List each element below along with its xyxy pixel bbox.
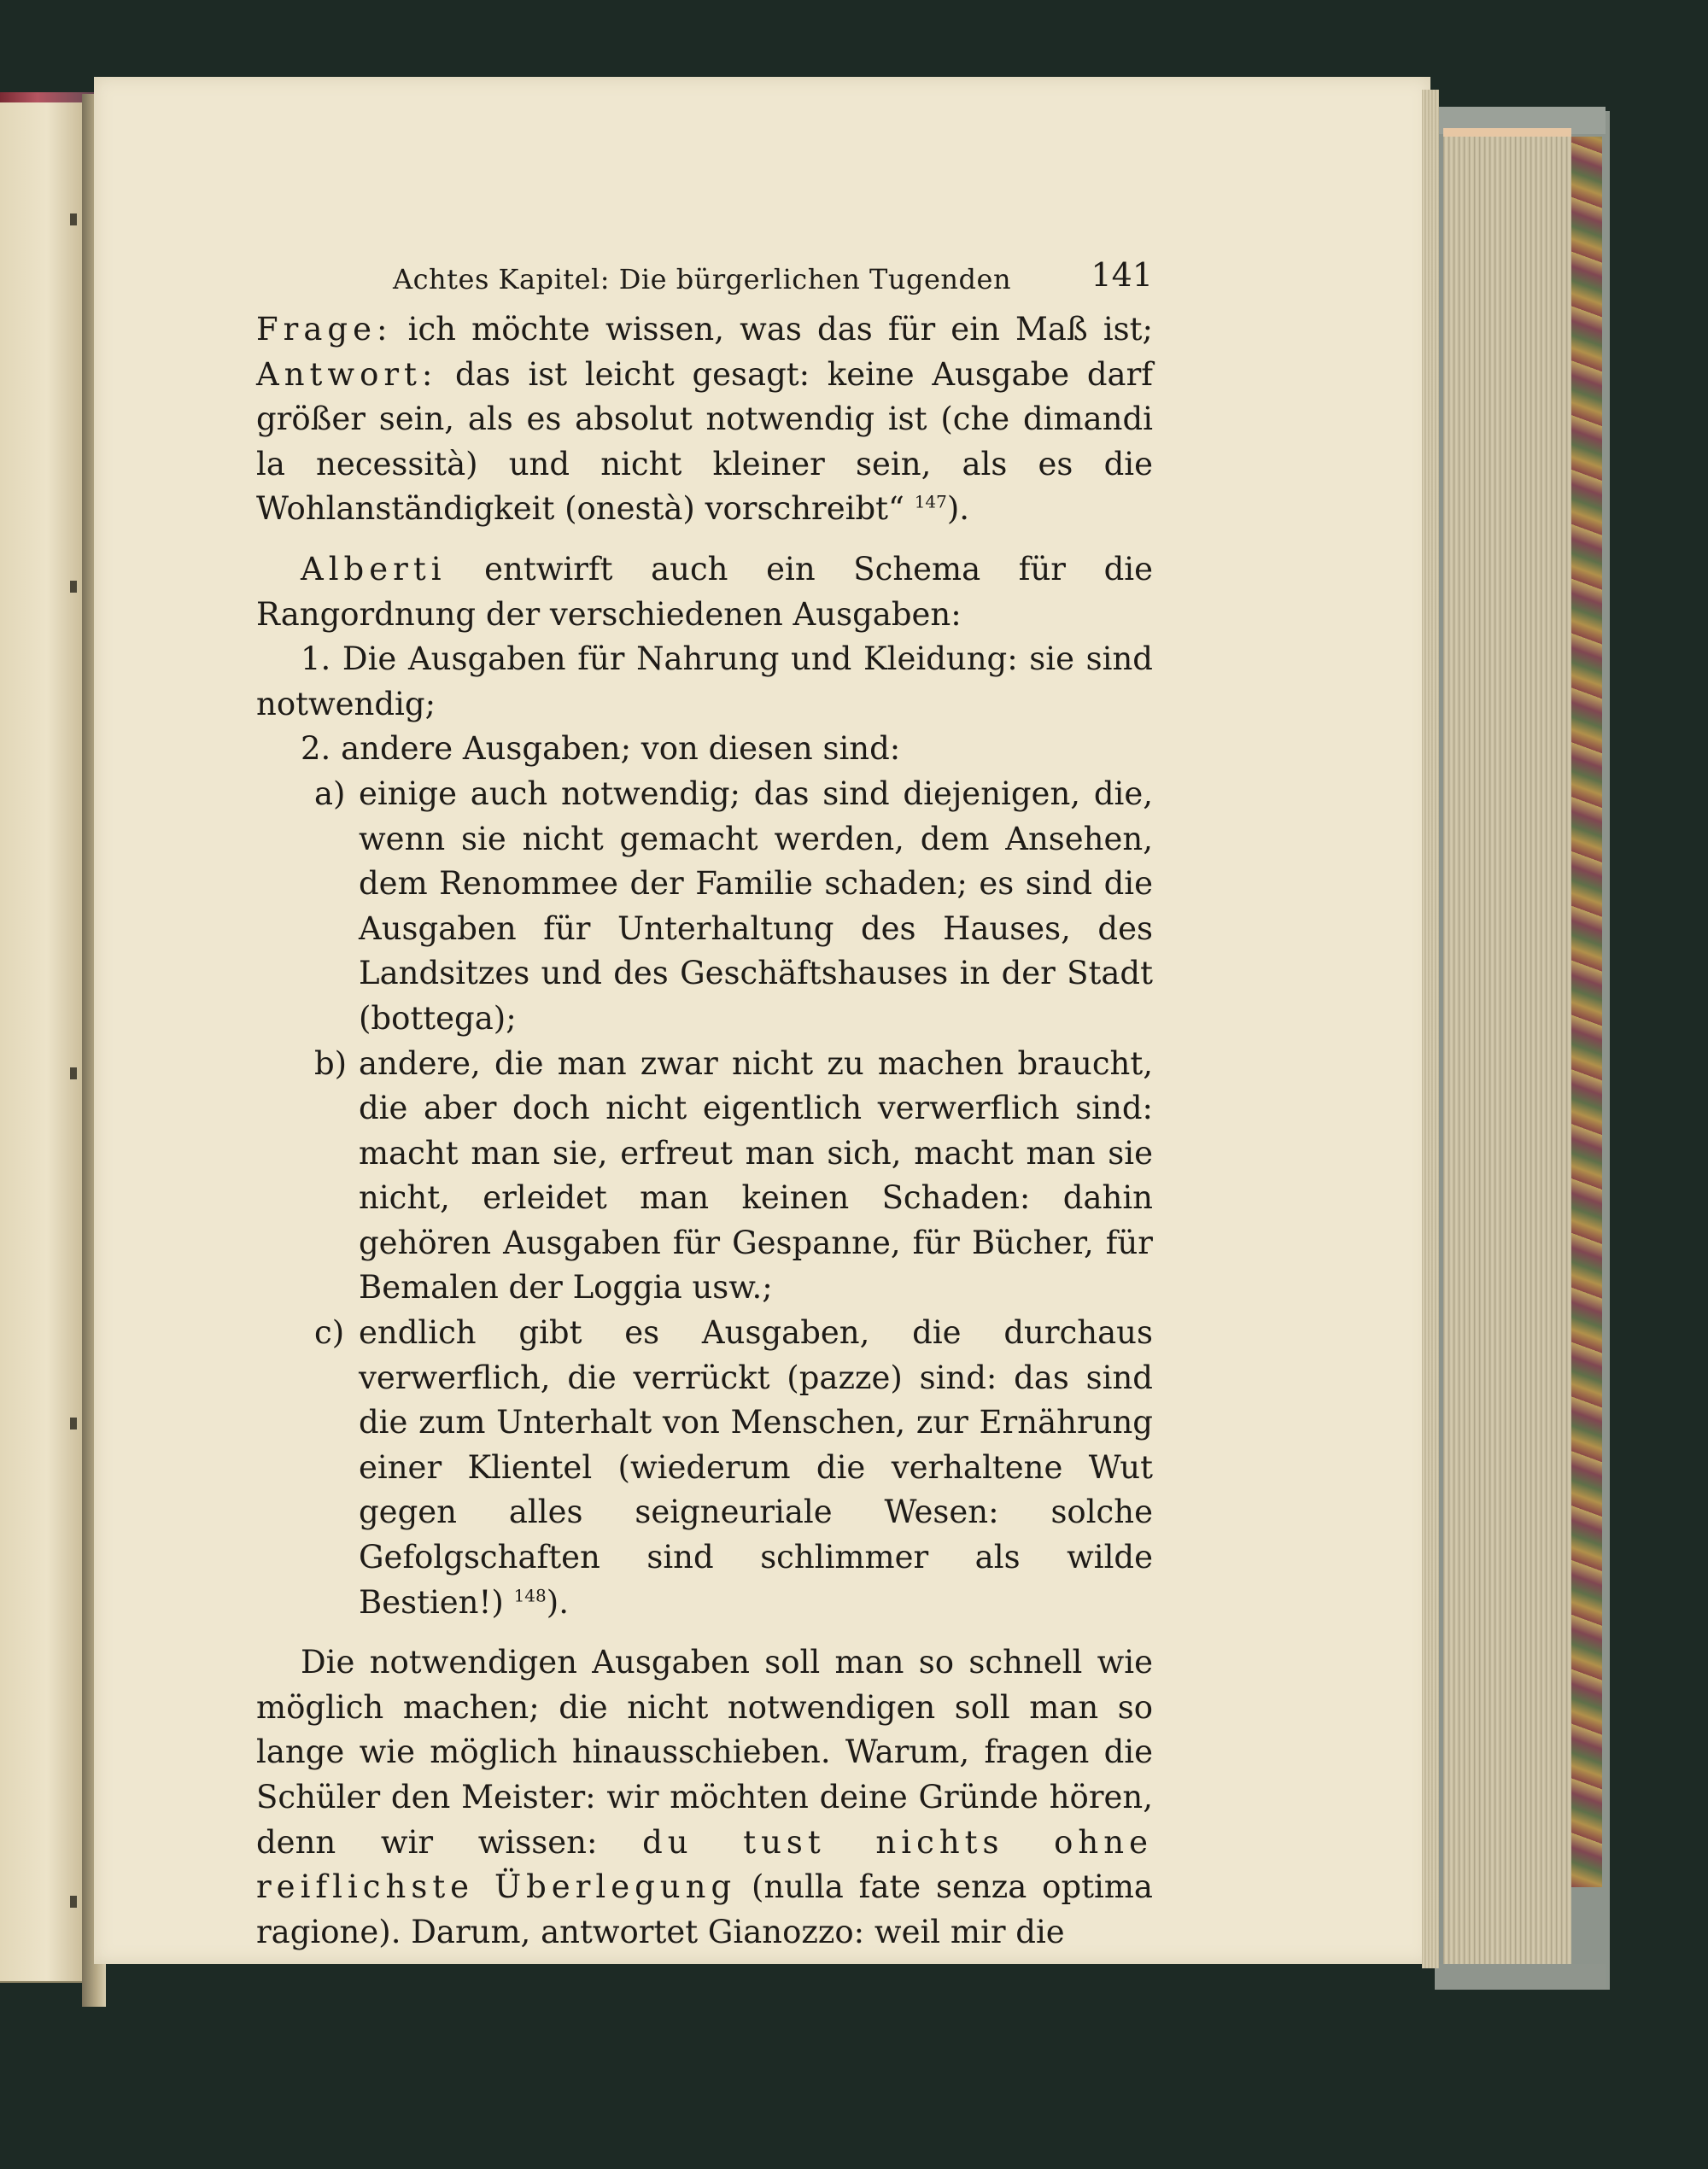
page-stack bbox=[1422, 90, 1439, 1968]
paragraph-text: ich möchte wissen, was das für ein Maß ist; bbox=[392, 311, 1153, 348]
page-edge-mark bbox=[70, 1067, 77, 1079]
paragraph bbox=[256, 547, 1153, 637]
list-item: 2. andere Ausgaben; von diesen sind: bbox=[301, 730, 901, 768]
running-head bbox=[256, 256, 1153, 307]
sub-list-item bbox=[256, 1042, 1153, 1312]
chapter-title: Achtes Kapitel: Die bürgerlichen Tugenden bbox=[393, 263, 1012, 295]
paragraph-text: das ist leicht gesagt: keine Ausgabe darf größer sein, als es absolut notwendig ist (che dimandi la necessità) und nicht kleiner sein, als es die Wohlanständigkeit (onestà) vorschreibt“ bbox=[256, 355, 1153, 528]
page-block-edges bbox=[1443, 128, 1571, 1990]
spaced-phrase: du tust nichts ohne reiflichste Überlegung bbox=[256, 1823, 1153, 1906]
marbled-endpaper bbox=[1571, 137, 1602, 1887]
page-number: 141 bbox=[1091, 256, 1153, 294]
sub-list-item bbox=[256, 772, 1153, 1042]
paragraph-text: ). bbox=[546, 1583, 569, 1621]
paragraph bbox=[256, 307, 1153, 532]
footnote-ref: 147 bbox=[914, 492, 947, 513]
spaced-word: Frage: bbox=[256, 311, 393, 348]
sub-list-item bbox=[256, 1311, 1153, 1625]
page-edge-mark bbox=[70, 1418, 77, 1429]
list-marker: c) bbox=[314, 1314, 345, 1352]
footnote-ref: 148 bbox=[513, 1585, 547, 1606]
paragraph-text: entwirft auch ein Schema für die Rangordnung der verschiedenen Ausgaben: bbox=[256, 550, 1153, 633]
page-edge-mark bbox=[70, 213, 77, 225]
page-edge-mark bbox=[70, 1896, 77, 1908]
list-marker: a) bbox=[314, 775, 346, 812]
paragraph-text: andere, die man zwar nicht zu machen braucht, die aber doch nicht eigentlich verwerflich sind: macht man sie, erfreut man sich, macht man sie nicht, erleidet man keinen Schaden: dahin gehören Ausgaben für Gespanne, für Bücher, für Bemalen der Loggia usw.; bbox=[359, 1044, 1153, 1307]
page-text bbox=[256, 256, 1153, 1955]
list-marker: b) bbox=[314, 1044, 348, 1082]
list-item: 1. Die Ausgaben für Nahrung und Kleidung: sie sind notwendig; bbox=[256, 640, 1153, 722]
page-edge-mark bbox=[70, 581, 77, 593]
paragraph-text: einige auch notwendig; das sind diejenigen, die, wenn sie nicht gemacht werden, dem Ansehen, dem Renommee der Familie schaden; es sind die Ausgaben für Unterhaltung des Hauses, des Landsitzes und des Geschäftshauses in der Stadt (bottega); bbox=[359, 775, 1153, 1037]
book-cover-bottom-edge bbox=[1435, 1964, 1606, 1990]
paragraph-text: ). bbox=[946, 490, 970, 528]
left-facing-page bbox=[0, 102, 85, 1983]
paragraph bbox=[256, 1640, 1153, 1955]
spaced-word: Antwort: bbox=[256, 355, 438, 393]
paragraph-text: (nulla fate senza optima ragione). Darum, antwortet Gianozzo: weil mir die bbox=[256, 1868, 1153, 1950]
paragraph-text: Die notwendigen Ausgaben soll man so schnell wie möglich machen; die nicht notwendigen soll man so lange wie möglich hinausschieben. Warum, fragen die Schüler den Meister: wir möchten deine Gründe hören, denn wir wissen: bbox=[256, 1644, 1153, 1861]
paragraph-text: endlich gibt es Ausgaben, die durchaus verwerflich, die verrückt (pazze) sind: das sind die zum Unterhalt von Menschen, zur Ernährung einer Klientel (wiederum die verhaltene Wut gegen alles seigneuriale Wesen: solche Gefolgschaften sind schlimmer als wilde Bestien!) bbox=[359, 1314, 1153, 1621]
spaced-word: Alberti bbox=[301, 550, 447, 588]
